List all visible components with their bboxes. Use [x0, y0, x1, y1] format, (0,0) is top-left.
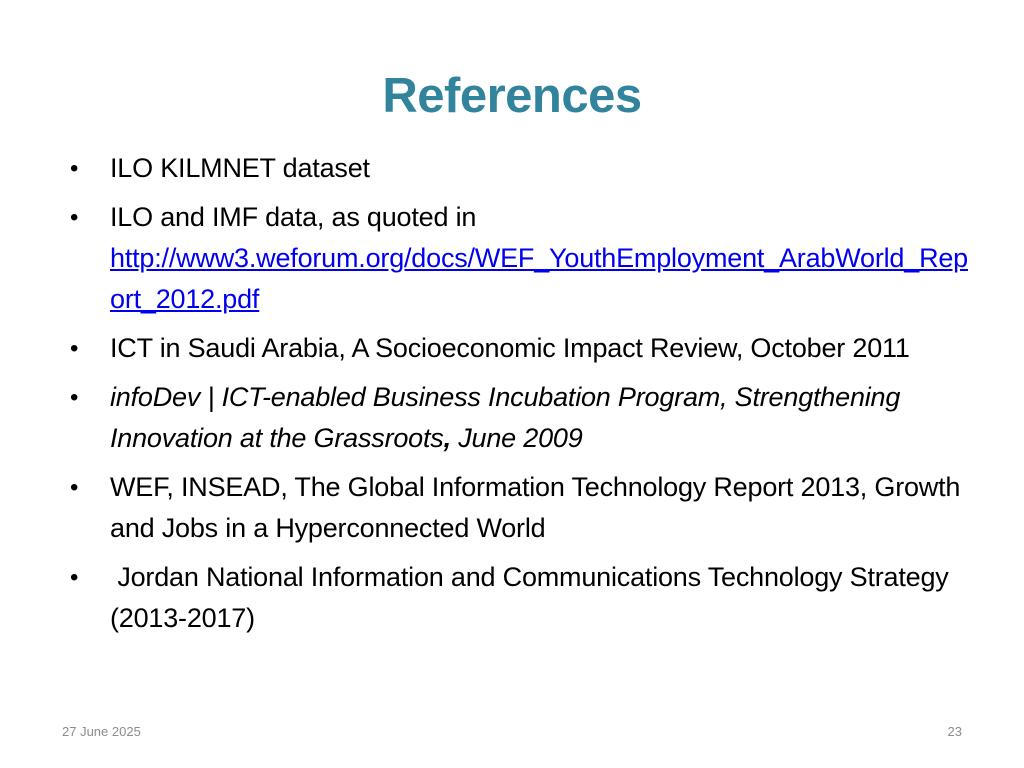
reference-link[interactable]: http://www3.weforum.org/docs/WEF_YouthEmployment_ArabWorld_Report_2012.pdf — [110, 243, 968, 314]
bullet-icon: • — [70, 204, 79, 231]
reference-item — [70, 148, 980, 189]
reference-text-italic: infoDev | ICT-enabled Business Incubation Program, Strengthening Innovation at the Grassroots — [110, 382, 901, 453]
bullet-icon: • — [70, 384, 79, 411]
references-list — [70, 148, 980, 647]
reference-item — [70, 557, 980, 639]
reference-text: ILO KILMNET dataset — [110, 153, 370, 183]
reference-item — [70, 328, 980, 369]
footer-date: 27 June 2025 — [62, 724, 141, 739]
reference-date: June 2009 — [450, 423, 583, 453]
bullet-icon: • — [70, 155, 79, 182]
page-number: 23 — [947, 724, 962, 739]
bullet-icon: • — [70, 335, 79, 362]
reference-text: WEF, INSEAD, The Global Information Technology Report 2013, Growth and Jobs in a Hyperconnected World — [110, 472, 961, 543]
reference-item — [70, 377, 980, 459]
reference-separator: , — [443, 423, 451, 453]
reference-text: ILO and IMF data, as quoted in — [110, 202, 477, 232]
reference-text: ICT in Saudi Arabia, A Socioeconomic Impact Review, October 2011 — [110, 333, 910, 363]
reference-item — [70, 467, 980, 549]
reference-item — [70, 197, 980, 320]
bullet-icon: • — [70, 564, 79, 591]
slide-title: References — [382, 69, 642, 123]
bullet-icon: • — [70, 474, 79, 501]
reference-text: Jordan National Information and Communications Technology Strategy (2013-2017) — [110, 562, 956, 633]
